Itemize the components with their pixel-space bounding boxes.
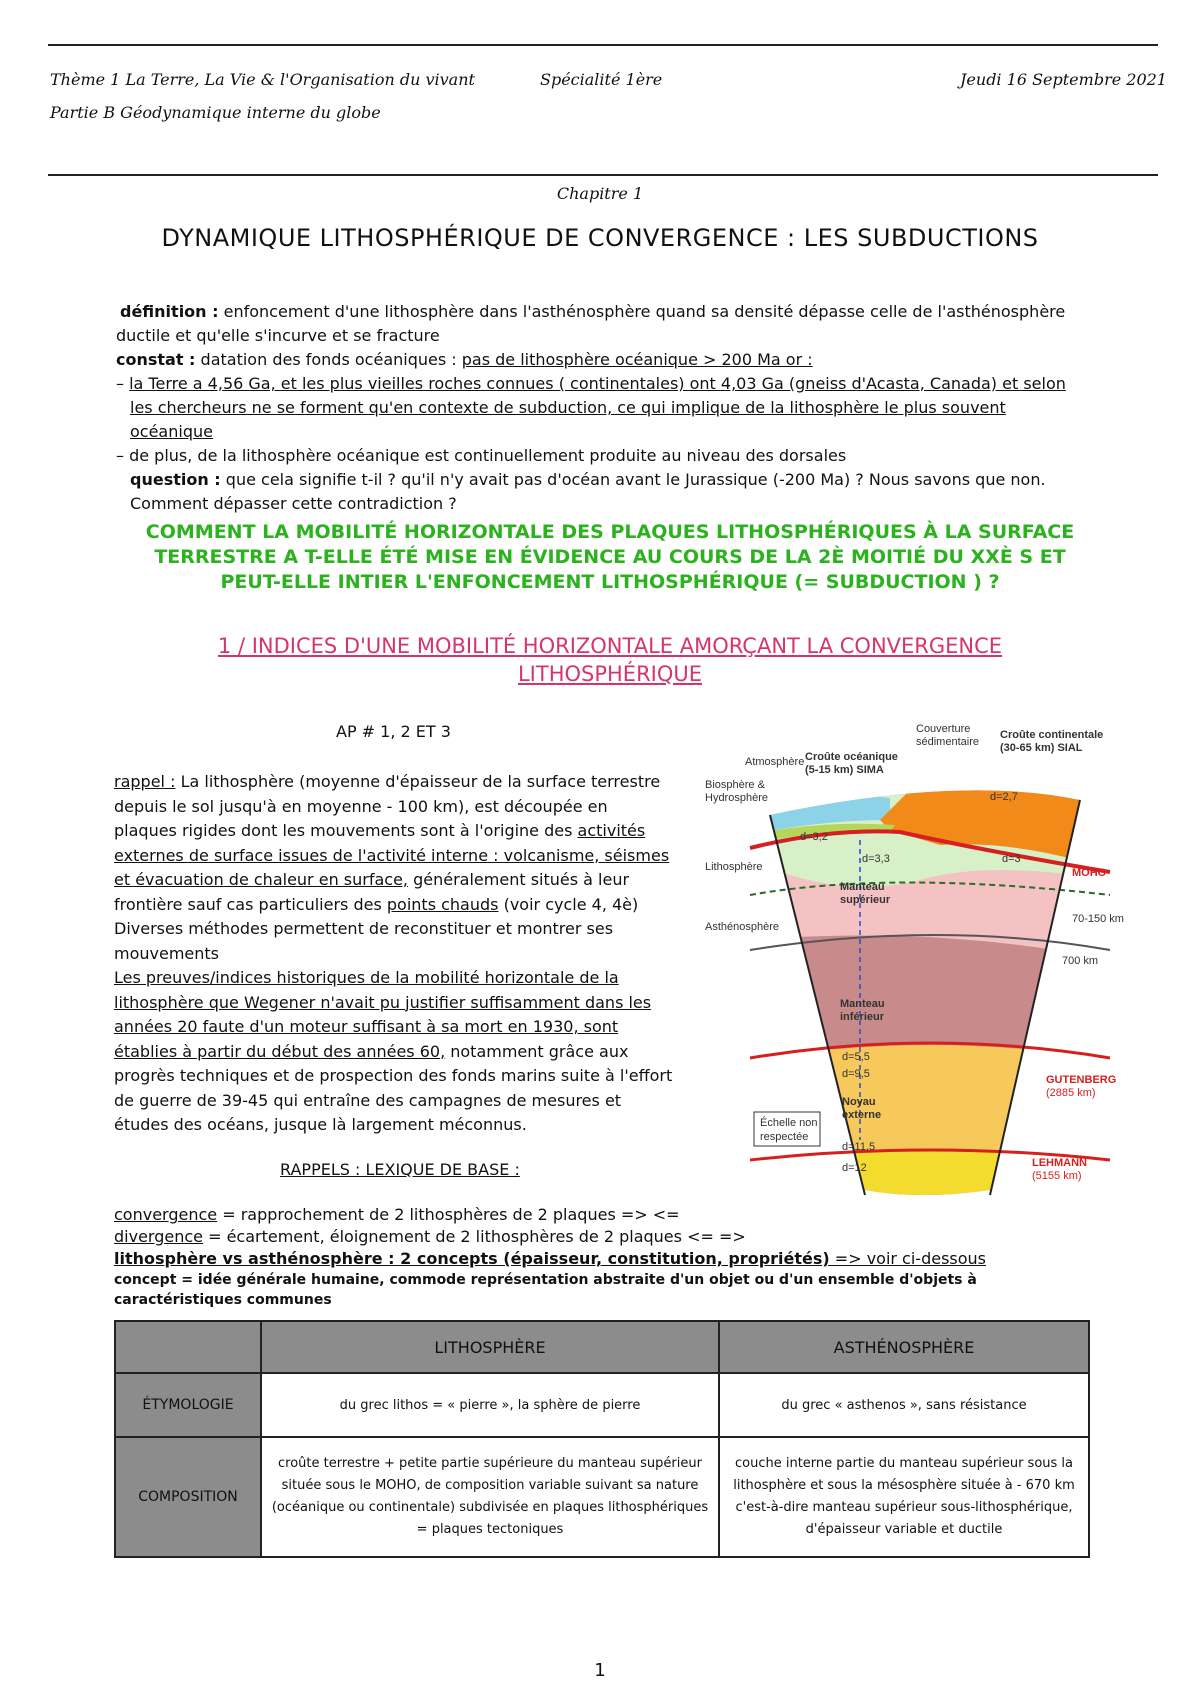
- label-700: 700 km: [1062, 955, 1099, 967]
- points-chauds: points chauds: [386, 894, 499, 914]
- label-noyau-2: externe: [842, 1109, 882, 1121]
- top-rule: [48, 44, 1158, 46]
- litho-astheno-table: [114, 1320, 1090, 1558]
- definition-label: définition :: [120, 302, 219, 321]
- cell-compo-astheno: couche interne partie du manteau supérieur sous la lithosphère et sous la mésosphère située à - 670 km c'est-à-dire manteau supérieur sous-lithosphérique, d'épaisseur variable et ductile: [719, 1437, 1089, 1557]
- constat-label: constat :: [116, 350, 196, 369]
- label-manteau-sup-2: supérieur: [840, 894, 891, 906]
- convergence-term: convergence: [114, 1205, 218, 1224]
- table-corner: [115, 1321, 261, 1373]
- label-croute-continentale: Croûte continentale: [1000, 729, 1104, 741]
- lexique-block: [114, 1204, 1104, 1310]
- label-gutenberg-km: (2885 km): [1046, 1087, 1096, 1099]
- header-bottom-rule: [48, 174, 1158, 176]
- label-manteau-inf: Manteau: [840, 998, 885, 1010]
- label-sial: (30-65 km) SIAL: [1000, 742, 1083, 754]
- label-moho: MOHO: [1072, 867, 1107, 879]
- header-partie: Partie B Géodynamique interne du globe: [50, 103, 381, 122]
- cell-compo-litho: croûte terrestre + petite partie supérieure du manteau supérieur située sous le MOHO, de composition variable suivant sa nature (océanique ou continentale) subdivisée en plaques lithosphériques = plaques tectoniques: [261, 1437, 719, 1557]
- bullet-2: de plus, de la lithosphère océanique est continuellement produite au niveau des dorsales: [129, 446, 847, 465]
- label-manteau-inf-2: inférieur: [840, 1011, 885, 1023]
- earth-structure-diagram: [690, 720, 1130, 1200]
- constat-underlined: pas de lithosphère océanique > 200 Ma or :: [461, 350, 813, 369]
- question-label: question :: [130, 470, 221, 489]
- table-row: [115, 1373, 1089, 1437]
- label-sedimentaire: sédimentaire: [916, 736, 979, 748]
- label-gutenberg: GUTENBERG: [1046, 1074, 1117, 1086]
- header-specialite: Spécialité 1ère: [540, 70, 663, 89]
- preuves-underlined: Les preuves/indices historiques de la mobilité horizontale de la lithosphère que Wegener n'avait pu justifier suffisamment dans les années 20 faute d'un moteur suffisant à sa mort en 1930, sont établies à partir du début des années 60,: [114, 968, 652, 1061]
- label-sima: (5-15 km) SIMA: [805, 764, 884, 776]
- cell-etym-astheno: du grec « asthenos », sans résistance: [719, 1373, 1089, 1437]
- chapter-label: Chapitre 1: [556, 184, 644, 203]
- preuves-rest: notamment grâce aux progrès techniques et de prospection des fonds marins suite à l'effort de guerre de 39-45 qui entraîne des campagnes de mesures et études des océans, jusque là largement méconnus.: [114, 1041, 673, 1134]
- label-lehmann-km: (5155 km): [1032, 1170, 1082, 1182]
- label-echelle: Échelle non: [760, 1117, 818, 1129]
- ap-label: AP # 1, 2 ET 3: [336, 722, 451, 741]
- section-1-title: 1 / INDICES D'UNE MOBILITÉ HORIZONTALE AMORÇANT LA CONVERGENCE LITHOSPHÉRIQUE: [217, 634, 1003, 686]
- label-d115: d=11,5: [842, 1141, 876, 1153]
- table-header-row: [115, 1321, 1089, 1373]
- rappel-text-c: (voir cycle 4, 4è): [498, 894, 639, 914]
- rappel-text-a: La lithosphère (moyenne d'épaisseur de la surface terrestre depuis le sol jusqu'à en moyenne - 100 km), est découpée en plaques rigides dont les mouvements sont à l'origine des: [114, 772, 661, 840]
- divergence-term: divergence: [114, 1227, 203, 1246]
- label-70-150: 70-150 km: [1072, 913, 1124, 925]
- litho-vs-rest: => voir ci-dessous: [829, 1249, 987, 1268]
- label-noyau: Noyau: [842, 1096, 876, 1108]
- constat-text: datation des fonds océaniques :: [200, 350, 457, 369]
- label-biosphere: Biosphère &: [705, 779, 765, 791]
- rappel-block: [114, 770, 674, 1138]
- row-head-etymologie: ÉTYMOLOGIE: [115, 1373, 261, 1437]
- label-d32: d=3,2: [800, 831, 828, 843]
- label-lithosphere: Lithosphère: [705, 861, 763, 873]
- header-date: Jeudi 16 Septembre 2021: [960, 70, 1167, 89]
- bullet-dash: –: [116, 374, 124, 393]
- problem-statement: COMMENT LA MOBILITÉ HORIZONTALE DES PLAQUES LITHOSPHÉRIQUES À LA SURFACE TERRESTRE A T-ELLE ÉTÉ MISE EN ÉVIDENCE AU COURS DE LA 2È MOITIÉ DU XXÈ S ET PEUT-ELLE INTIER L'ENFONCEMENT LITHOSPHÉRIQUE (= SUBDUCTION ) ?: [145, 521, 1075, 593]
- table-row: [115, 1437, 1089, 1557]
- header-theme: Thème 1 La Terre, La Vie & l'Organisation du vivant: [50, 70, 475, 89]
- bullet-dash: –: [116, 446, 124, 465]
- label-d95: d=9,5: [842, 1068, 870, 1080]
- intro-block: [116, 300, 1076, 516]
- label-d12: d=12: [842, 1162, 867, 1174]
- bullet-1: la Terre a 4,56 Ga, et les plus vieilles roches connues ( continentales) ont 4,03 Ga (gneiss d'Acasta, Canada) et selon les chercheurs ne se forment qu'en contexte de subduction, ce qui implique de la lithosphère le plus souvent océanique: [129, 374, 1066, 441]
- convergence-def: = rapprochement de 2 lithosphères de 2 plaques => <=: [217, 1205, 680, 1224]
- col-asthenosphere: ASTHÉNOSPHÈRE: [719, 1321, 1089, 1373]
- page-number: 1: [594, 1660, 606, 1681]
- rappel-text-b: généralement situés à leur frontière sauf cas particuliers des: [114, 870, 630, 914]
- label-d3: d=3: [1002, 853, 1021, 865]
- definition-text: enfoncement d'une lithosphère dans l'asthénosphère quand sa densité dépasse celle de l'asthénosphère ductile et qu'elle s'incurve et se fracture: [116, 302, 1066, 345]
- label-manteau-sup: Manteau: [840, 881, 885, 893]
- col-lithosphere: LITHOSPHÈRE: [261, 1321, 719, 1373]
- page-title: DYNAMIQUE LITHOSPHÉRIQUE DE CONVERGENCE : LES SUBDUCTIONS: [161, 224, 1039, 252]
- label-asthenosphere: Asthénosphère: [705, 921, 779, 933]
- label-d33: d=3,3: [862, 853, 890, 865]
- rappel-text-underlined: activités externes de surface issues de l'activité interne : volcanisme, séismes et évacuation de chaleur en surface,: [114, 821, 670, 889]
- row-head-composition: COMPOSITION: [115, 1437, 261, 1557]
- rappel-label: rappel :: [114, 772, 176, 791]
- label-lehmann: LEHMANN: [1032, 1157, 1087, 1169]
- methods-text: Diverses méthodes permettent de reconstituer et montrer ses mouvements: [114, 919, 614, 963]
- question-text: que cela signifie t-il ? qu'il n'y avait pas d'océan avant le Jurassique (-200 Ma) ? Nous savons que non. Comment dépasser cette contradiction ?: [130, 470, 1046, 513]
- lexique-title: RAPPELS : LEXIQUE DE BASE :: [280, 1160, 520, 1179]
- label-couverture: Couverture: [916, 723, 971, 735]
- label-d55: d=5,5: [842, 1051, 870, 1063]
- litho-vs-astheno: lithosphère vs asthénosphère : 2 concepts (épaisseur, constitution, propriétés): [114, 1249, 830, 1268]
- label-respectee: respectée: [760, 1131, 809, 1143]
- label-hydrosphere: Hydrosphère: [705, 792, 768, 804]
- cell-etym-litho: du grec lithos = « pierre », la sphère de pierre: [261, 1373, 719, 1437]
- label-croute-oceanique: Croûte océanique: [805, 751, 898, 763]
- divergence-def: = écartement, éloignement de 2 lithosphères de 2 plaques <= =>: [203, 1227, 746, 1246]
- label-atmosphere: Atmosphère: [745, 756, 805, 768]
- concept-definition: concept = idée générale humaine, commode représentation abstraite d'un objet ou d'un ensemble d'objets à caractéristiques communes: [114, 1272, 977, 1308]
- label-d27: d=2,7: [990, 791, 1018, 803]
